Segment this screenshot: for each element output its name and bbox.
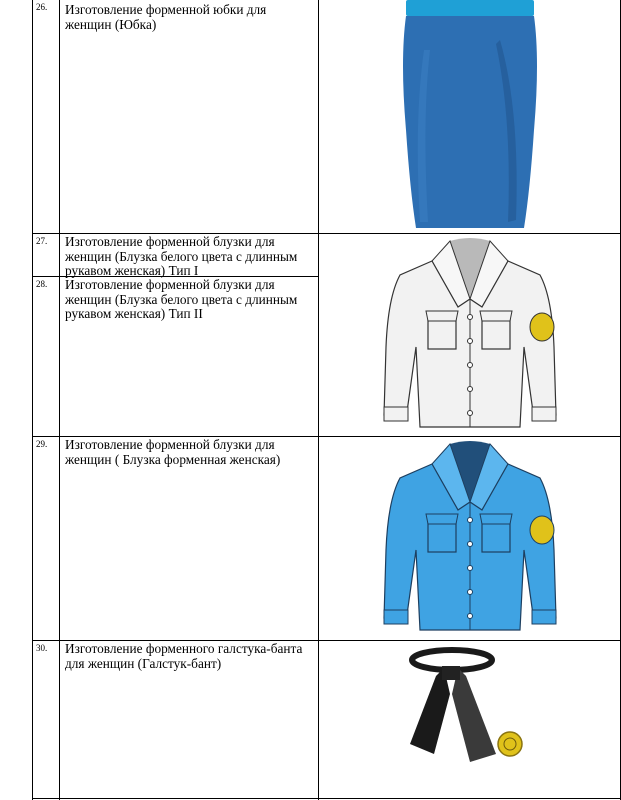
row-description: Изготовление форменной блузки для женщин ( Блузка форменная женская) [65,437,281,467]
skirt-illustration [400,0,540,232]
row-number: 27. [36,236,48,246]
white-blouse-illustration [370,237,570,435]
row-number: 26. [36,2,48,12]
row-description: Изготовление форменного галстука-банта для женщин (Галстук-бант) [65,641,303,671]
table-divider-image [318,0,319,800]
row-description: Изготовление форменной юбки для женщин (Юбка) [65,2,267,32]
table-border-left [32,0,33,800]
row-description: Изготовление форменной блузки для женщин (Блузка белого цвета с длинным рукавом женская) Тип II [65,277,298,321]
badge-icon [498,732,522,756]
sleeve-badge-icon [530,516,554,544]
skirt-waistband [406,0,534,16]
row-divider [32,798,621,799]
bow-tie-illustration [400,644,540,796]
blue-blouse-illustration [370,440,570,638]
row-number: 28. [36,279,48,289]
table-divider-num [59,0,60,800]
sleeve-badge-icon [530,313,554,341]
row-number: 29. [36,439,48,449]
row-number: 30. [36,643,48,653]
row-description: Изготовление форменной блузки для женщин (Блузка белого цвета с длинным рукавом женская) Тип I [65,234,298,278]
